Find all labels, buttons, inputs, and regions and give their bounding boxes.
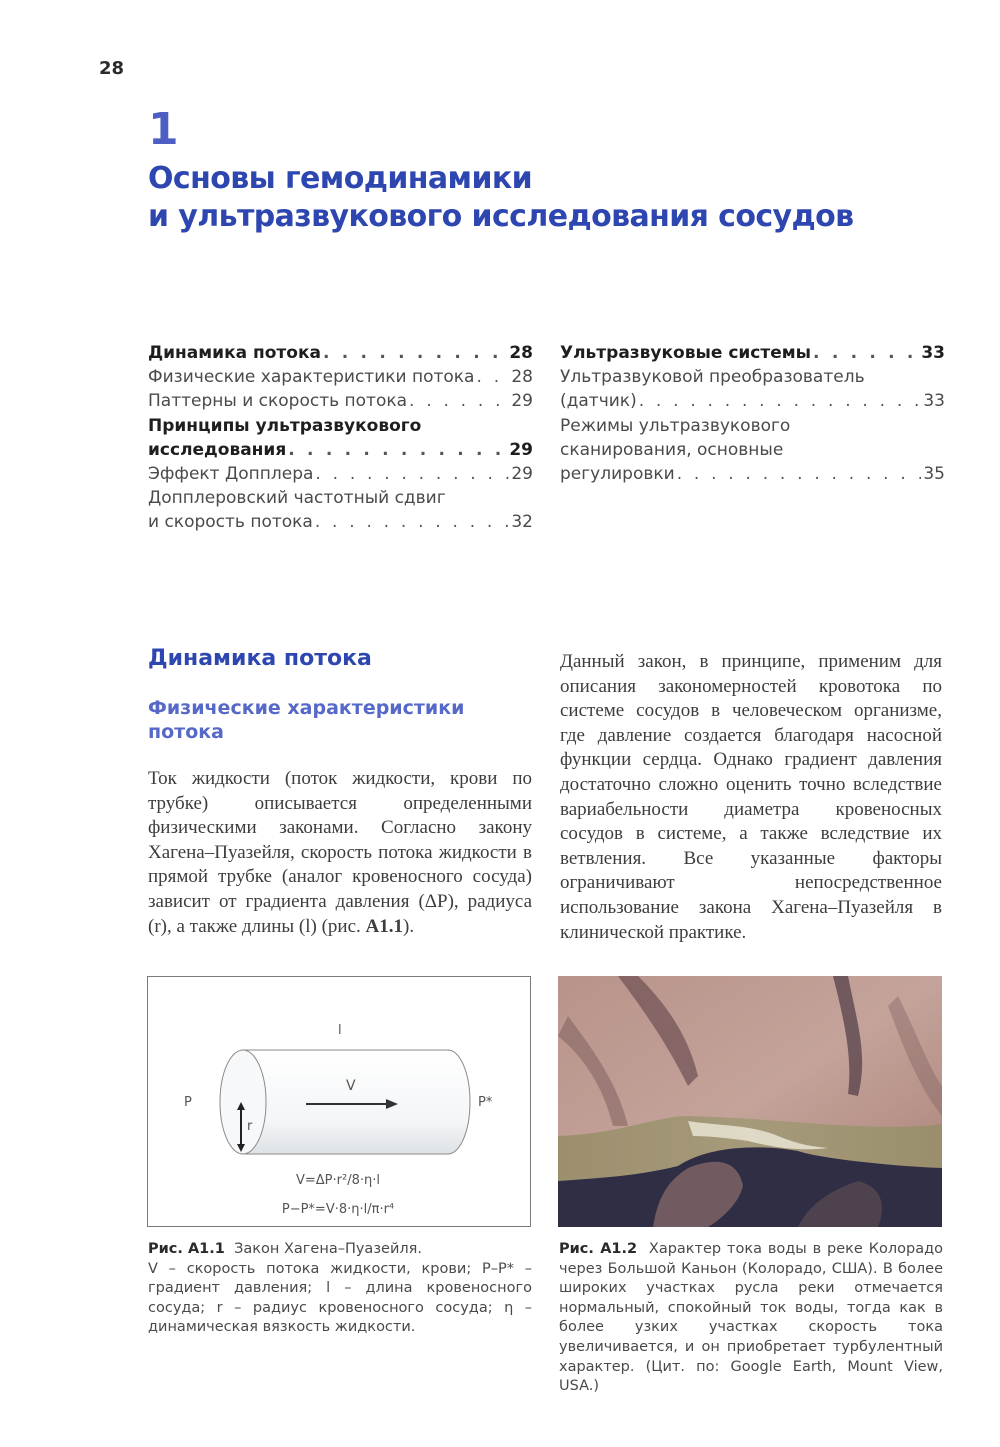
toc-entry[interactable]: Ультразвуковые системы . . . 33 (560, 341, 945, 365)
figure-caption-a1-2 (559, 1240, 943, 1397)
subsection-heading: Физические характеристики потока (148, 697, 465, 743)
table-of-contents-left (148, 341, 533, 535)
caption-label: Рис. A1.1 (148, 1241, 225, 1257)
label-radius: r (247, 1119, 253, 1134)
chapter-title (148, 160, 854, 236)
chapter-title-line-1: Основы гемодинамики (148, 161, 533, 196)
toc-entry[interactable]: Допплеровский частотный сдвиг и скорость потока . . . 32 (148, 486, 533, 534)
toc-entry[interactable]: Принципы ультразвукового исследования . . . 29 (148, 414, 533, 462)
section-heading: Динамика потока (148, 646, 372, 671)
toc-entry[interactable]: Эффект Допплера . . . 29 (148, 462, 533, 486)
toc-entry[interactable]: Физические характеристики потока . . . 28 (148, 365, 533, 389)
formula-pressure-gradient: P−P*=V·8·η·l/π·r⁴ (281, 1202, 395, 1217)
toc-entry[interactable]: Режимы ультразвукового сканирования, основные регулировки . . . 35 (560, 414, 945, 487)
body-paragraph-right: Данный закон, в принципе, применим для описания закономерностей кровотока по системе сосудов в человеческом организме, где давление создается благодаря насосной функции сердца. Однако градиент давления достаточно сложно оценить точно вследствие вариабельности диаметра кровеносных сосудов в системе, а также вследствие их ветвления. Все указанные факторы ограничивают непосредственное использование закона Хагена–Пуазейля в клинической практике. (560, 651, 942, 943)
caption-label: Рис. A1.2 (559, 1241, 638, 1257)
caption-text: V – скорость потока жидкости, крови; P–P* – градиент давления; l – длина кровеносного сосуда; r – радиус кровеносного сосуда; η – динамическая вязкость жидкости. (148, 1260, 532, 1336)
label-velocity: V (346, 1078, 356, 1094)
caption-text: Характер тока воды в реке Колорадо через Большой Каньон (Колорадо, США). В более широких участках русла реки отмечается нормальный, спокойный ток воды, тогда как в более узких участках скорость тока увеличивается, и он приобретает турбулентный характер. (Цит. по: Google Earth, Mount View, USA.) (559, 1241, 944, 1395)
figure-hagen-poiseuille-diagram (147, 976, 531, 1227)
canyon-photo (558, 976, 942, 1227)
label-pressure-out: P* (478, 1095, 493, 1110)
body-paragraph-left: Ток жидкости (поток жидкости, крови по трубке) описывается определенными физическими законами. Согласно закону Хагена–Пуазейля, скорость потока жидкости в прямой трубке (аналог кровеносного сосуда) зависит от градиента давления (ΔP), радиуса (r), а также длины (l) (рис. A1.1). (148, 768, 532, 937)
toc-entry[interactable]: Паттерны и скорость потока . . . 29 (148, 389, 533, 413)
caption-title: Закон Хагена–Пуазейля. (234, 1241, 422, 1257)
chapter-number: 1 (148, 104, 179, 155)
page-number: 28 (99, 58, 125, 79)
table-of-contents-right (560, 341, 945, 486)
figure-reference-link[interactable]: A1.1 (365, 915, 404, 937)
formula-velocity: V=ΔP·r²/8·η·l (296, 1173, 380, 1188)
toc-entry[interactable]: Ультразвуковой преобразователь (датчик) . . . 33 (560, 365, 945, 413)
label-pressure-in: P (184, 1095, 192, 1110)
label-length: l (338, 1023, 342, 1038)
chapter-title-line-2: и ультразвукового исследования сосудов (148, 199, 854, 234)
figure-colorado-river-photo (558, 976, 942, 1227)
cylinder-diagram (148, 977, 529, 1225)
figure-caption-a1-1 (148, 1240, 532, 1338)
toc-entry[interactable]: Динамика потока . . . 28 (148, 341, 533, 365)
